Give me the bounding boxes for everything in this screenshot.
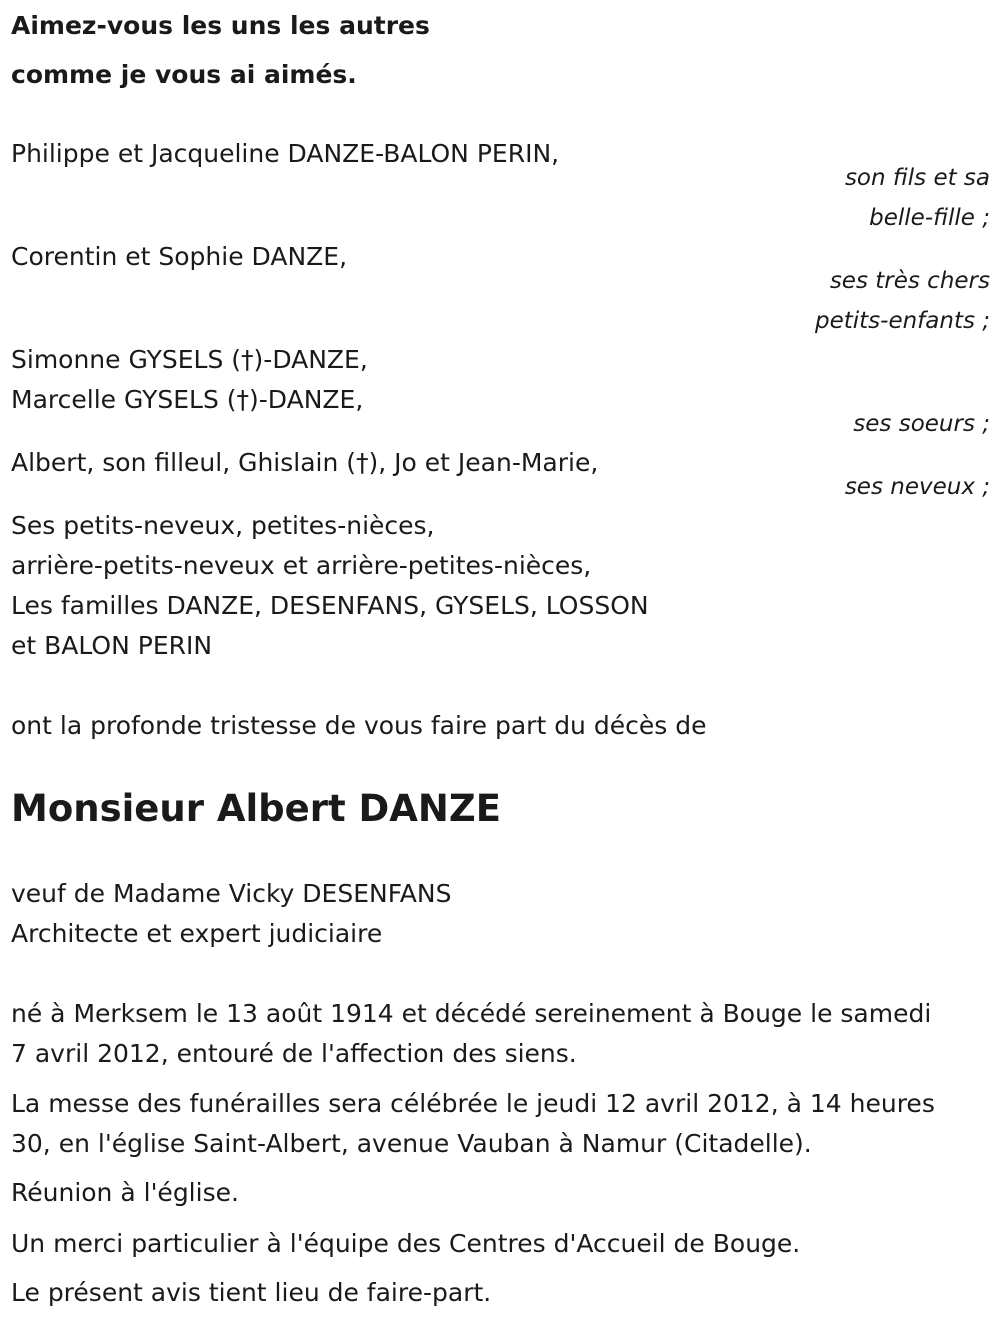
- family-nephews-relation: ses neveux ;: [844, 474, 990, 500]
- family-sister-2: Marcelle GYSELS (†)-DANZE,: [11, 385, 364, 414]
- notice: Le présent avis tient lieu de faire-part.: [11, 1278, 492, 1307]
- family-sister-1: Simonne GYSELS (†)-DANZE,: [11, 345, 368, 374]
- family-son-relation-1: son fils et sa: [844, 165, 990, 191]
- family-son-names: Philippe et Jacqueline DANZE-BALON PERIN,: [11, 139, 560, 168]
- birth-death-line-1: né à Merksem le 13 août 1914 et décédé sereinement à Bouge le samedi: [11, 999, 932, 1028]
- family-nephews-names: Albert, son filleul, Ghislain (†), Jo et Jean-Marie,: [11, 448, 599, 477]
- extended-family-line-4: et BALON PERIN: [11, 631, 213, 660]
- announcement: ont la profonde tristesse de vous faire part du décès de: [11, 711, 707, 740]
- family-son-relation-2: belle-fille ;: [869, 205, 990, 231]
- meeting: Réunion à l'église.: [11, 1178, 239, 1207]
- family-grandchildren-names: Corentin et Sophie DANZE,: [11, 242, 348, 271]
- funeral-line-1: La messe des funérailles sera célébrée le jeudi 12 avril 2012, à 14 heures: [11, 1089, 935, 1118]
- extended-family-line-1: Ses petits-neveux, petites-nièces,: [11, 511, 435, 540]
- extended-family-line-2: arrière-petits-neveux et arrière-petites-nièces,: [11, 551, 592, 580]
- family-grandchildren-relation-1: ses très chers: [829, 268, 990, 294]
- birth-death-line-2: 7 avril 2012, entouré de l'affection des siens.: [11, 1039, 577, 1068]
- family-grandchildren-relation-2: petits-enfants ;: [814, 308, 990, 334]
- funeral-line-2: 30, en l'église Saint-Albert, avenue Vauban à Namur (Citadelle).: [11, 1129, 812, 1158]
- family-sisters-relation: ses soeurs ;: [853, 411, 990, 437]
- verse-line-2: comme je vous ai aimés.: [11, 60, 357, 89]
- thanks: Un merci particulier à l'équipe des Centres d'Accueil de Bouge.: [11, 1229, 801, 1258]
- detail-widower: veuf de Madame Vicky DESENFANS: [11, 879, 452, 908]
- verse-line-1: Aimez-vous les uns les autres: [11, 11, 430, 40]
- deceased-name: Monsieur Albert DANZE: [11, 787, 501, 830]
- detail-profession: Architecte et expert judiciaire: [11, 919, 383, 948]
- extended-family-line-3: Les familles DANZE, DESENFANS, GYSELS, LOSSON: [11, 591, 649, 620]
